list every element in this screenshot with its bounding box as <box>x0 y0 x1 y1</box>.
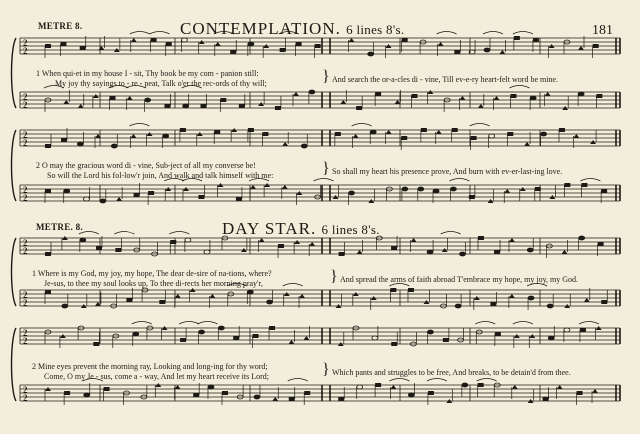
note-head <box>233 336 239 340</box>
lyric-line: Je-sus, to thee my soul looks up, To thee di-rects her morning pray'r, <box>44 279 263 288</box>
note-head <box>267 300 273 304</box>
slur <box>288 379 308 382</box>
note-head <box>288 340 294 344</box>
note-head <box>462 383 468 387</box>
meter-label: METRE 8. <box>38 21 83 31</box>
verse-brace: } <box>322 68 330 85</box>
note-head <box>443 338 449 342</box>
note-head <box>215 42 221 46</box>
note-head <box>533 38 539 42</box>
note-head <box>130 134 136 138</box>
note-head <box>510 94 516 98</box>
note-head <box>208 385 214 389</box>
time-signature-icon: 2 <box>23 328 28 338</box>
note-head <box>504 189 510 193</box>
note-head <box>247 290 253 294</box>
verse-brace: } <box>322 361 330 378</box>
hymn-title-text: DAY STAR. <box>222 219 317 238</box>
slur <box>179 322 199 325</box>
refrain-line: Which pants and struggles to be free, And breaks, to be detain'd from thee. <box>332 368 571 377</box>
note-head <box>401 136 407 140</box>
note-head <box>548 336 554 340</box>
note-head <box>469 195 475 199</box>
time-signature-icon: 2 <box>23 138 28 148</box>
slur <box>352 124 372 127</box>
note-head <box>577 391 583 395</box>
note-head <box>394 100 400 104</box>
lyric-line: Come, O my Je - sus, come a - way, And let my heart receive its Lord; <box>44 372 269 381</box>
note-head <box>45 252 51 256</box>
note-head <box>259 238 265 242</box>
note-head <box>545 92 551 96</box>
note-head <box>391 246 397 250</box>
note-head <box>45 189 51 193</box>
slur <box>129 124 149 127</box>
hymn-subtitle: 6 lines 8's. <box>346 22 405 37</box>
note-head <box>564 183 570 187</box>
note-head <box>230 50 236 54</box>
slur <box>449 179 469 182</box>
note-head <box>111 144 117 148</box>
note-head <box>239 104 245 108</box>
note-head <box>514 36 520 40</box>
slur <box>579 322 599 325</box>
hymn-title <box>180 20 404 37</box>
note-head <box>175 385 181 389</box>
slur <box>475 322 495 325</box>
note-head <box>452 128 458 132</box>
note-head <box>248 42 254 46</box>
note-head <box>127 96 133 100</box>
note-head <box>386 130 392 134</box>
note-head <box>339 252 345 256</box>
note-head <box>390 288 396 292</box>
note-head <box>541 132 547 136</box>
note-head <box>236 197 242 201</box>
note-head <box>596 94 602 98</box>
note-head <box>499 50 505 54</box>
lyric-line: So will the Lord his fol-low'r join, And walk and talk himself with me: <box>47 171 274 180</box>
note-head <box>490 302 496 306</box>
note-head <box>478 383 484 387</box>
note-head <box>601 300 607 304</box>
note-head <box>547 304 553 308</box>
note-head <box>45 144 51 148</box>
note-head <box>454 50 460 54</box>
note-head <box>494 250 500 254</box>
note-head <box>580 328 586 332</box>
lyric-line: 2 Mine eyes prevent the morning ray, Looking and long-ing for thy word; <box>32 362 268 371</box>
refrain-line: And spread the arms of faith abroad T'embrace my hope, my joy, my God. <box>340 275 579 284</box>
note-head <box>375 92 381 96</box>
note-head <box>164 104 170 108</box>
note-head <box>45 44 51 48</box>
refrain-line: And search the or-a-cles di - vine, Till ev-e-ry heart-felt word be mine. <box>332 75 558 84</box>
note-head <box>269 326 275 330</box>
slur <box>132 322 152 325</box>
note-head <box>427 330 433 334</box>
system-bracket <box>12 328 17 401</box>
system-bracket <box>12 38 17 108</box>
time-signature-icon: 2 <box>23 298 28 308</box>
system-bracket <box>12 238 17 306</box>
note-head <box>110 96 116 100</box>
note-head <box>509 238 515 242</box>
note-head <box>185 238 191 242</box>
note-head <box>357 250 363 254</box>
note-head <box>64 189 70 193</box>
note-head <box>390 385 396 389</box>
note-head <box>530 96 536 100</box>
note-head <box>200 104 206 108</box>
note-head <box>478 104 484 108</box>
note-head <box>151 38 157 42</box>
note-head <box>353 134 359 138</box>
note-head <box>198 195 204 199</box>
time-signature-icon: 2 <box>23 290 28 300</box>
slur <box>513 32 533 35</box>
note-head <box>349 38 355 42</box>
note-head <box>199 330 205 334</box>
note-head <box>557 385 563 389</box>
note-head <box>278 244 284 248</box>
slur <box>114 232 134 235</box>
note-head <box>484 48 490 52</box>
note-head <box>159 300 165 304</box>
note-head <box>96 246 102 250</box>
note-head <box>296 42 302 46</box>
time-signature-icon: 2 <box>23 246 28 256</box>
note-head <box>349 191 355 195</box>
note-head <box>80 238 86 242</box>
note-head <box>428 391 434 395</box>
note-head <box>104 387 110 391</box>
note-head <box>214 130 220 134</box>
slur <box>198 322 218 325</box>
note-head <box>309 242 315 246</box>
note-head <box>45 290 51 294</box>
note-head <box>402 187 408 191</box>
slur <box>130 32 150 35</box>
time-signature-icon: 2 <box>23 393 28 403</box>
note-head <box>163 134 169 138</box>
lyric-line: 1 Where is my God, my joy, my hope, The dear de-sire of na-tions, where? <box>32 269 272 278</box>
note-head <box>411 94 417 98</box>
note-head <box>181 38 187 42</box>
note-head <box>301 144 307 148</box>
note-head <box>304 391 310 395</box>
note-head <box>78 104 84 108</box>
slur <box>437 32 457 35</box>
meter-label: METRE. 8. <box>36 222 83 232</box>
note-head <box>209 294 215 298</box>
note-head <box>93 342 99 346</box>
note-head <box>64 391 70 395</box>
time-signature-icon: 2 <box>23 193 28 203</box>
slur <box>314 179 334 182</box>
note-head <box>289 397 295 401</box>
note-head <box>543 397 549 401</box>
note-head <box>275 106 281 110</box>
note-head <box>63 100 69 104</box>
note-head <box>60 42 66 46</box>
hymn-title-text: CONTEMPLATION. <box>180 19 341 38</box>
note-head <box>512 385 518 389</box>
note-head <box>61 138 67 142</box>
slur <box>580 179 600 182</box>
note-head <box>408 288 414 292</box>
note-head <box>391 342 397 346</box>
note-head <box>427 250 433 254</box>
note-head <box>438 42 444 46</box>
note-head <box>356 106 362 110</box>
note-head <box>272 397 278 401</box>
note-head <box>180 338 186 342</box>
note-head <box>579 236 585 240</box>
slur <box>389 379 409 382</box>
slur <box>150 32 170 35</box>
note-head <box>220 98 226 102</box>
note-head <box>578 46 584 50</box>
note-head <box>204 250 210 254</box>
slur <box>509 86 529 89</box>
note-head <box>315 44 321 48</box>
note-head <box>372 336 378 340</box>
note-head <box>62 304 68 308</box>
note-head <box>218 326 224 330</box>
note-head <box>335 132 341 136</box>
note-head <box>77 142 83 146</box>
note-head <box>495 332 501 336</box>
note-head <box>559 128 565 132</box>
note-head <box>84 393 90 397</box>
time-signature-icon: 2 <box>23 130 28 140</box>
note-head <box>222 391 228 395</box>
note-head <box>436 130 442 134</box>
slur <box>513 322 533 325</box>
note-head <box>370 130 376 134</box>
time-signature-icon: 2 <box>23 385 28 395</box>
refrain-line: So shall my heart his presence prove, And burn with ev-er-last-ing love. <box>332 167 563 176</box>
note-head <box>309 90 315 94</box>
note-head <box>253 334 259 338</box>
note-head <box>100 199 106 203</box>
note-head <box>528 296 534 300</box>
note-head <box>489 134 495 138</box>
time-signature-icon: 2 <box>23 336 28 346</box>
note-head <box>293 92 299 96</box>
note-head <box>471 136 477 140</box>
note-head <box>527 248 533 252</box>
note-head <box>145 98 151 102</box>
note-head <box>368 52 374 56</box>
note-head <box>455 304 461 308</box>
note-head <box>80 46 86 50</box>
note-head <box>402 38 408 42</box>
note-head <box>598 242 604 246</box>
note-head <box>115 248 121 252</box>
note-head <box>581 183 587 187</box>
slur <box>283 284 303 287</box>
note-head <box>601 189 607 193</box>
note-head <box>507 132 513 136</box>
note-head <box>340 100 346 104</box>
note-head <box>421 128 427 132</box>
note-head <box>573 134 579 138</box>
note-head <box>411 238 417 242</box>
note-head <box>408 393 414 397</box>
note-head <box>282 185 288 189</box>
note-head <box>282 142 288 146</box>
slur <box>169 232 189 235</box>
slur <box>470 124 490 127</box>
time-signature-icon: 2 <box>23 185 28 195</box>
note-head <box>193 393 199 397</box>
note-head <box>299 294 305 298</box>
time-signature-icon: 2 <box>23 46 28 56</box>
note-head <box>148 191 154 195</box>
lyric-line: 1 When qui-et in my house I - sit, Thy book be my com - panion still: <box>36 69 259 78</box>
note-head <box>254 395 260 399</box>
verse-brace: } <box>322 160 330 177</box>
hymn-title <box>222 220 380 237</box>
time-signature-icon: 2 <box>23 100 28 110</box>
lyric-line: My joy thy sayings to - re - peat, Talk o'er the rec-ords of thy will; <box>55 79 267 88</box>
note-head <box>478 236 484 240</box>
note-head <box>494 96 500 100</box>
note-head <box>459 252 465 256</box>
verse-brace: } <box>330 268 338 285</box>
note-head <box>338 397 344 401</box>
note-head <box>450 187 456 191</box>
note-head <box>433 189 439 193</box>
time-signature-icon: 2 <box>23 92 28 102</box>
system-bracket <box>12 130 17 201</box>
note-head <box>561 250 567 254</box>
slur <box>427 379 447 382</box>
note-head <box>509 294 515 298</box>
note-head <box>418 187 424 191</box>
note-head <box>170 240 176 244</box>
note-head <box>166 42 172 46</box>
note-head <box>280 48 286 52</box>
note-head <box>584 298 590 302</box>
note-head <box>126 298 132 302</box>
time-signature-icon: 2 <box>23 238 28 248</box>
note-head <box>592 389 598 393</box>
note-head <box>524 142 530 146</box>
note-head <box>535 187 541 191</box>
slur <box>483 32 503 35</box>
note-head <box>84 197 90 201</box>
note-head <box>134 193 140 197</box>
time-signature-icon: 2 <box>23 38 28 48</box>
note-head <box>183 104 189 108</box>
note-head <box>357 385 363 389</box>
note-head <box>248 128 254 132</box>
note-head <box>564 328 570 332</box>
note-head <box>180 128 186 132</box>
page-number: 181 <box>592 23 613 38</box>
note-head <box>133 332 139 336</box>
note-head <box>131 38 137 42</box>
slur <box>477 379 497 382</box>
note-head <box>98 46 104 50</box>
note-head <box>459 96 465 100</box>
note-head <box>593 44 599 48</box>
note-head <box>375 383 381 387</box>
note-head <box>578 92 584 96</box>
note-head <box>116 197 122 201</box>
note-head <box>175 294 181 298</box>
hymn-subtitle: 6 lines 8's. <box>321 222 380 237</box>
slur <box>441 232 461 235</box>
note-head <box>262 132 268 136</box>
lyric-line: 2 O may the gracious word di - vine, Sub-ject of all my converse be! <box>36 161 256 170</box>
note-head <box>250 185 256 189</box>
note-head <box>303 336 309 340</box>
